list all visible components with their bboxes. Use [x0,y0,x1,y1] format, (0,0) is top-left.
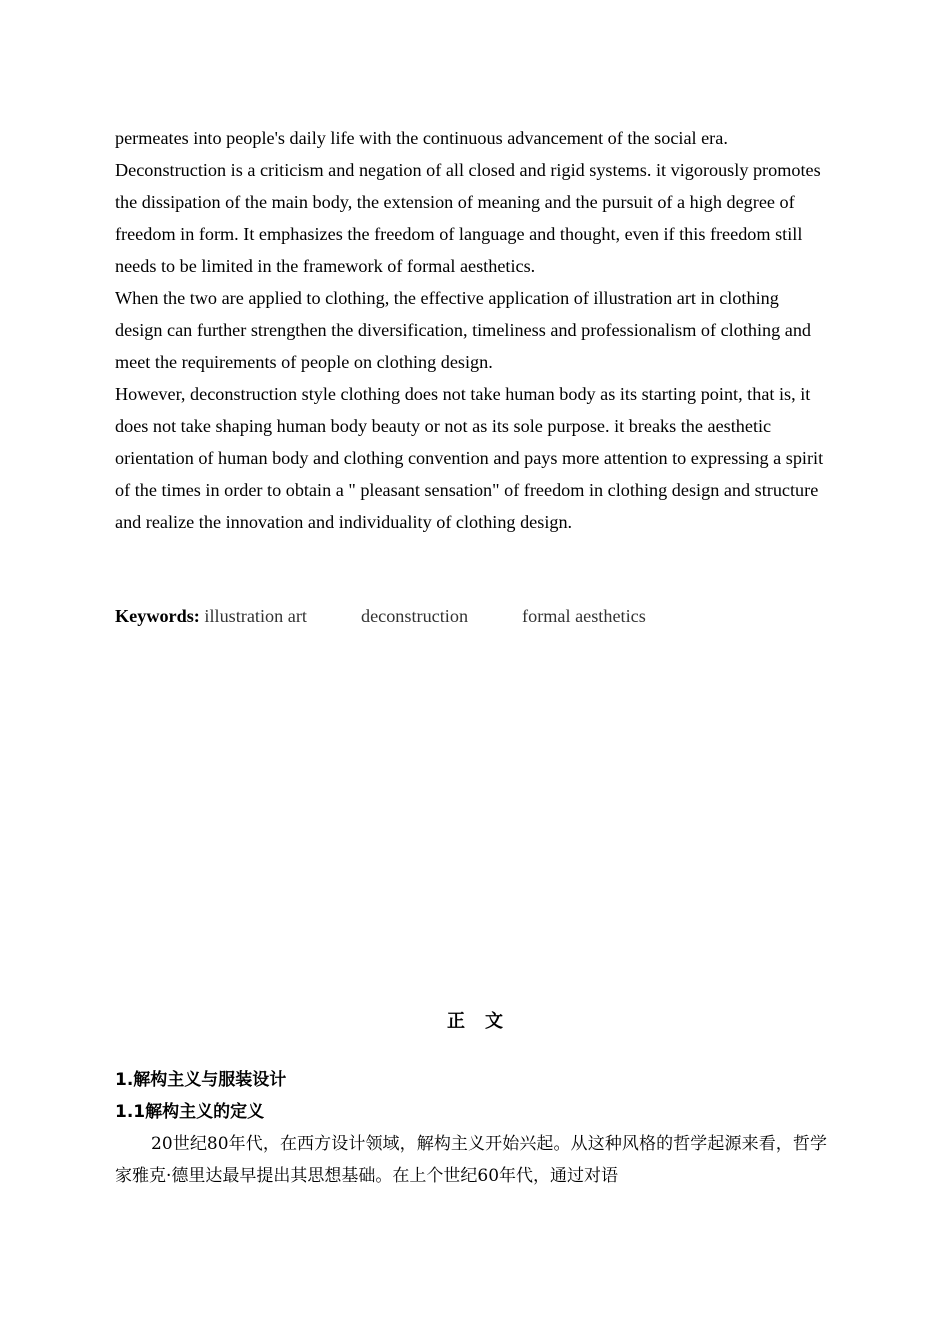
abstract-paragraph: However, deconstruction style clothing does not take human body as its starting point, that is, it does not take shaping human body beauty or not as its sole purpose. it breaks the aesthetic orientation of human body and clothing convention and pays more attention to expressing a spirit of the times in order to obtain a " pleasant sensation" of freedom in clothing design and structure and realize the innovation and individuality of clothing design. [115,384,824,532]
keywords-label: Keywords: [115,606,200,626]
keyword-term: formal aesthetics [522,606,646,626]
body-paragraph: 20世纪80年代，在西方设计领域，解构主义开始兴起。从这种风格的哲学起源来看，哲学家雅克·德里达最早提出其思想基础。在上个世纪60年代，通过对语 [115,1134,827,1186]
section-heading-1: 1.解构主义与服装设计 [115,1070,287,1090]
keyword-term: illustration art [204,606,307,626]
abstract-paragraph: When the two are applied to clothing, the effective application of illustration art in clothing design can further strengthen the diversification, timeliness and professionalism of clothing and meet the requirements of people on clothing design. [115,288,812,372]
main-body-heading: 正文 [447,1011,523,1032]
keywords-line [115,600,646,632]
abstract-paragraph: permeates into people's daily life with the continuous advancement of the social era. Deconstruction is a criticism and negation of all closed and rigid systems. it vigorously promotes the dissipation of the main body, the extension of meaning and the pursuit of a high degree of freedom in form. It emphasizes the freedom of language and thought, even if this freedom still needs to be limited in the framework of formal aesthetics. [115,128,821,276]
keyword-term: deconstruction [360,606,469,626]
abstract-text [115,122,827,538]
section-heading-1-1: 1.1解构主义的定义 [115,1102,265,1122]
